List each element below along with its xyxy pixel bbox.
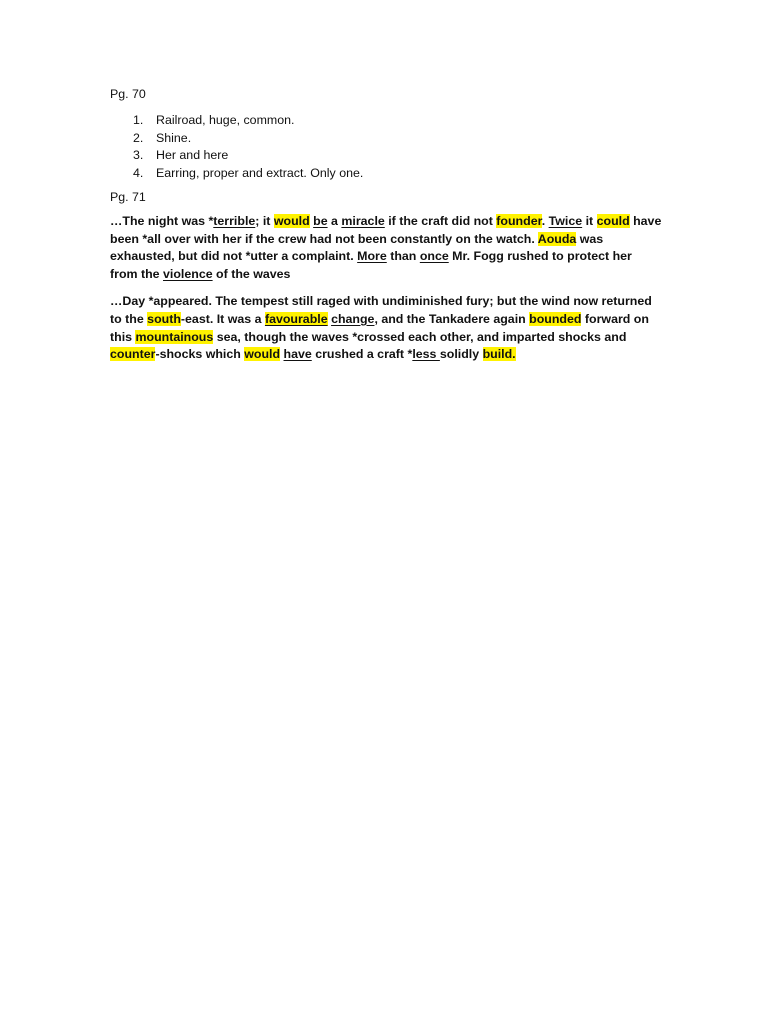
underlined-word: violence — [163, 267, 213, 282]
text-run: -shocks which — [155, 347, 245, 362]
highlighted-word: founder — [496, 213, 542, 228]
text-run: …Day *appeared. The tempest still raged with undiminished fury; but the wind now returned — [110, 293, 652, 308]
text-run: …The night was * — [110, 213, 214, 228]
text-run: crushed a craft * — [311, 347, 413, 362]
text-run: a — [327, 213, 342, 228]
list-number: 3. — [133, 148, 144, 163]
underlined-word: be — [313, 213, 328, 228]
highlighted-word: Aouda — [537, 231, 577, 246]
list-text: Railroad, huge, common. — [156, 112, 295, 127]
answer-list — [110, 112, 670, 183]
highlighted-word: counter — [110, 347, 156, 362]
list-item — [110, 130, 670, 148]
text-run: have — [629, 213, 662, 228]
list-item — [110, 165, 670, 183]
highlighted-word: south — [147, 311, 181, 326]
text-run: if the craft did not — [384, 213, 497, 228]
highlighted-word: bounded — [529, 311, 582, 326]
underlined-word: More — [357, 249, 387, 264]
underlined-word: terrible — [213, 213, 256, 228]
list-text: Her and here — [156, 148, 229, 163]
text-run: of the waves — [212, 267, 291, 282]
passage-line — [110, 329, 670, 347]
text-run: this — [110, 329, 136, 344]
underlined-word: have — [283, 347, 312, 362]
underlined-word: once — [419, 249, 449, 264]
highlighted-word: favourable — [264, 311, 328, 326]
underlined-word: change — [331, 311, 375, 326]
text-run: been *all over with her if the crew had not been constantly on the watch. — [110, 231, 538, 246]
text-run: ; it — [255, 213, 274, 228]
text-run: , and the Tankadere again — [374, 311, 530, 326]
highlighted-word: would — [273, 213, 310, 228]
page-heading-71: Pg. 71 — [110, 189, 146, 204]
text-run: to the — [110, 311, 148, 326]
text-run: forward on — [581, 311, 649, 326]
list-number: 1. — [133, 112, 144, 127]
text-run: than — [386, 249, 420, 264]
list-text: Earring, proper and extract. Only one. — [156, 166, 364, 181]
passage-line — [110, 311, 670, 329]
passage-line — [110, 266, 670, 284]
text-run: sea, though the waves *crossed each other, and imparted shocks and — [213, 329, 627, 344]
highlighted-word: mountainous — [135, 329, 214, 344]
passage-paragraph-2 — [110, 293, 670, 364]
text-run: solidly — [439, 347, 483, 362]
list-number: 4. — [133, 166, 144, 181]
passage-line — [110, 293, 670, 311]
passage-line — [110, 231, 670, 249]
highlighted-word: could — [596, 213, 630, 228]
page-content — [110, 86, 670, 364]
highlighted-word: would — [244, 347, 281, 362]
underlined-word: less — [412, 347, 440, 362]
list-item — [110, 147, 670, 165]
underlined-word: Twice — [548, 213, 583, 228]
passage-line — [110, 213, 670, 231]
underlined-word: miracle — [341, 213, 385, 228]
text-run: -east. It was a — [180, 311, 265, 326]
passage-line — [110, 248, 670, 266]
text-run: . — [541, 213, 549, 228]
text-run: was — [576, 231, 604, 246]
passage-paragraph-1 — [110, 213, 670, 284]
text-run: Mr. Fogg rushed to protect her — [448, 249, 632, 264]
page-heading-70: Pg. 70 — [110, 87, 146, 101]
text-run: it — [582, 213, 597, 228]
text-run: exhausted, but did not *utter a complaint. — [110, 249, 358, 264]
list-number: 2. — [133, 130, 144, 145]
passage-line — [110, 346, 670, 364]
text-run: from the — [110, 267, 164, 282]
highlighted-word: build. — [482, 347, 516, 362]
list-item — [110, 112, 670, 130]
list-text: Shine. — [156, 130, 192, 145]
